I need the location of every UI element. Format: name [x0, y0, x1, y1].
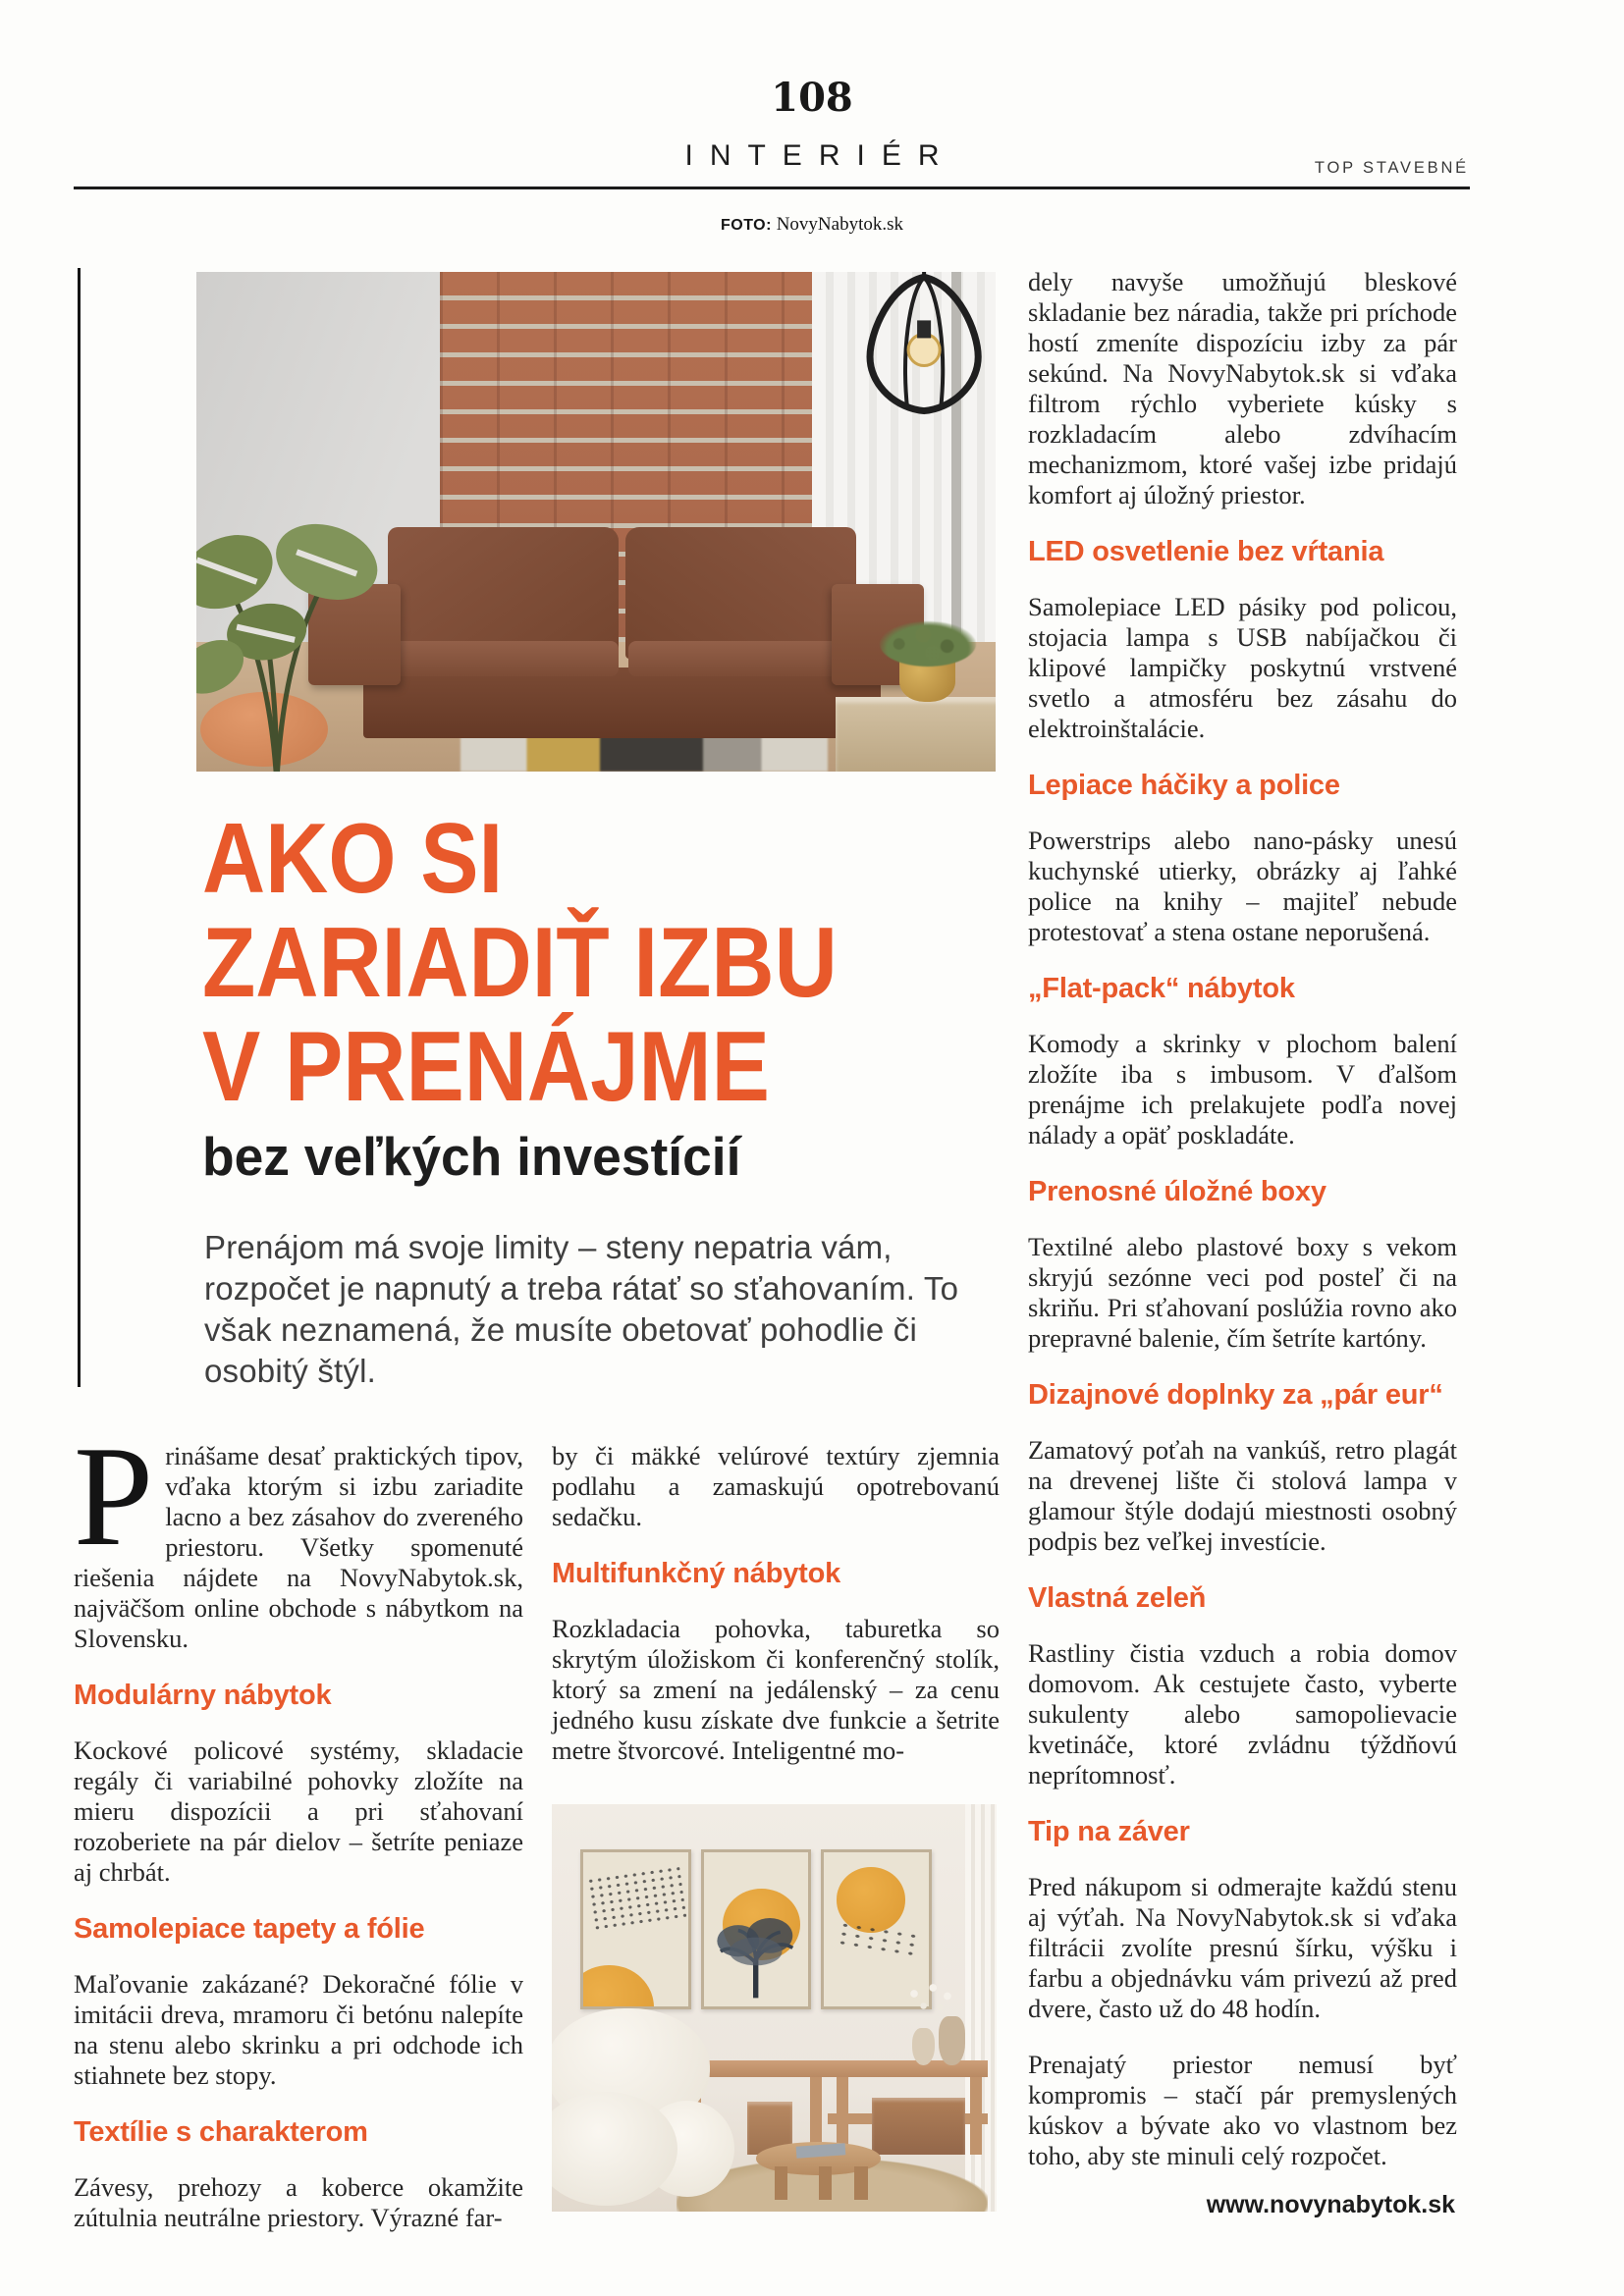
section-heading: Dizajnové doplnky za „pár eur“	[1028, 1379, 1443, 1411]
article-subhead: bez veľkých investícií	[202, 1126, 741, 1187]
paragraph: Maľovanie zakázané? Dekoračné fólie v imitácii dreva, mramoru či betónu nalepíte na stenu alebo skrinku a pri odchode ich stiahnete bez stopy.	[74, 1969, 523, 2090]
secondary-photo	[552, 1804, 997, 2212]
section-heading: Tip na záver	[1028, 1816, 1190, 1847]
paragraph: Komody a skrinky v plochom balení zložíte iba s imbusom. V ďalšom prenájme ich prelakujete podľa novej nálady a opäť poskladáte.	[1028, 1029, 1457, 1149]
paragraph: Powerstrips alebo nano-pásky unesú kuchynské utierky, obrázky aj ľahké police na knihy – majiteľ nebude protestovať a stena ostane neporušená.	[1028, 826, 1457, 946]
photo-credit-source: NovyNabytok.sk	[776, 214, 904, 235]
paragraph: Zamatový poťah na vankúš, retro plagát na drevenej lište či stolová lampa v glamour štýle dodajú miestnosti osobný podpis bez veľkej investície.	[1028, 1435, 1457, 1556]
page-number: 108	[771, 75, 853, 121]
column-right	[1028, 267, 1457, 2197]
section-title: INTERIÉR	[684, 139, 956, 172]
section-heading: Multifunkčný nábytok	[552, 1558, 841, 1589]
photo-credit	[0, 214, 1624, 236]
section-heading: Prenosné úložné boxy	[1028, 1176, 1326, 1207]
section-heading: Vlastná zeleň	[1028, 1582, 1207, 1614]
section-heading: Lepiace háčiky a police	[1028, 770, 1340, 801]
hero-photo	[196, 272, 996, 772]
brown-sofa	[308, 527, 924, 747]
paragraph: by či mäkké velúrové textúry zjemnia podlahu a zamaskujú opotrebovanú sedačku.	[552, 1441, 1000, 1531]
paragraph: dely navyše umožňujú bleskové skladanie bez náradia, takže pri príchode hostí zmeníte dispozíciu izby za pár sekúnd. Na NovyNabytok.sk si vďaka filtrom rýchlo vyberiete kúsky s rozkladacím alebo zdvíhacím mechanizmom, ktoré vašej izbe pridajú komfort aj úložný priestor.	[1028, 267, 1457, 509]
column-left	[74, 1416, 523, 2259]
section-heading: „Flat-pack“ nábytok	[1028, 973, 1295, 1004]
paragraph: Závesy, prehozy a koberce okamžite zútulnia neutrálne priestory. Výrazné far-	[74, 2172, 523, 2232]
article-headline: AKO SI ZARIADIŤ IZBU V PRENÁJME	[202, 804, 838, 1122]
boucle-armchair	[552, 2008, 738, 2213]
pendant-cage-lamp	[860, 272, 988, 422]
section-heading: Samolepiace tapety a fólie	[74, 1913, 425, 1945]
paragraph: Samolepiace LED pásiky pod policou, stojacia lampa s USB nabíjačkou či klipové lampičky poskytnú vrstvené svetlo a atmosféru bez zásahu do elektroinštalácie.	[1028, 592, 1457, 743]
section-heading: LED osvetlenie bez vŕtania	[1028, 536, 1384, 567]
monstera-plant	[196, 482, 380, 772]
poster-birds-sun	[580, 1849, 690, 2010]
coffee-table	[836, 697, 996, 772]
header-rule	[74, 187, 1470, 189]
photo-credit-label: FOTO:	[720, 217, 772, 234]
issue-tag: TOP STAVEBNÉ	[1314, 159, 1469, 177]
succulent-plant	[880, 621, 976, 667]
paragraph: Rozkladacia pohovka, taburetka so skrytým úložiskom či konferenčný stolík, ktorý sa zmení na jedálenský – za cenu jedného kusu získate dve funkcie a šetrite metre štvorcové. Inteligentné mo-	[552, 1614, 1000, 1765]
paragraph: Kockové policové systémy, skladacie regály či variabilné pohovky zložíte na mieru dispozícii a pri sťahovaní rozoberiete na pár dielov – šetríte peniaze aj chrbát.	[74, 1735, 523, 1887]
paragraph: Rastliny čistia vzduch a robia domov domovom. Ak cestujete často, vyberte sukulenty alebo samopolievacie kvetináče, ktoré zvládnu týždňovú neprítomnosť.	[1028, 1638, 1457, 1789]
wooden-crate	[872, 2098, 965, 2155]
dropcap: P	[74, 1416, 154, 1575]
website-url: www.novynabytok.sk	[1206, 2191, 1455, 2218]
poster-tree-sun	[701, 1849, 811, 2010]
orchid-flowers	[898, 1979, 960, 2028]
paragraph: Textilné alebo plastové boxy s vekom skryjú sezónne veci pod posteľ či na skriňu. Pri sťahovaní poslúžia rovno ako prepravné balenie, čím šetríte kartóny.	[1028, 1232, 1457, 1353]
paragraph: Pred nákupom si odmerajte každú stenu aj výťah. Na NovyNabytok.sk si vďaka filtrácii zvolíte presnú šírku, výšku i farbu a objednávku vám privezú až pred dvere, často už do 48 hodín.	[1028, 1872, 1457, 2023]
paragraph: Prenajatý priestor nemusí byť kompromis – stačí pár premyslených kúskov a bývate ako vo vlastnom bez toho, aby ste minuli celý rozpočet.	[1028, 2050, 1457, 2170]
section-heading: Textílie s charakterom	[74, 2116, 368, 2148]
column-middle	[552, 1441, 1000, 1791]
paragraph: Prinášame desať praktických tipov, vďaka ktorým si izbu zariadite lacno a bez zásahov do zvereného priestoru. Všetky spomenuté riešenia nájdete na NovyNabytok.sk, najväčšom online obchode s nábytkom na Slovensku.	[74, 1416, 523, 1653]
left-margin-rule	[78, 268, 81, 1387]
article-lede: Prenájom má svoje limity – steny nepatria vám, rozpočet je napnutý a treba rátať so sťahovaním. To však neznamená, že musíte obetovať pohodlie či osobitý štýl.	[204, 1229, 959, 1389]
vase	[912, 2028, 935, 2064]
section-heading: Modulárny nábytok	[74, 1680, 332, 1711]
